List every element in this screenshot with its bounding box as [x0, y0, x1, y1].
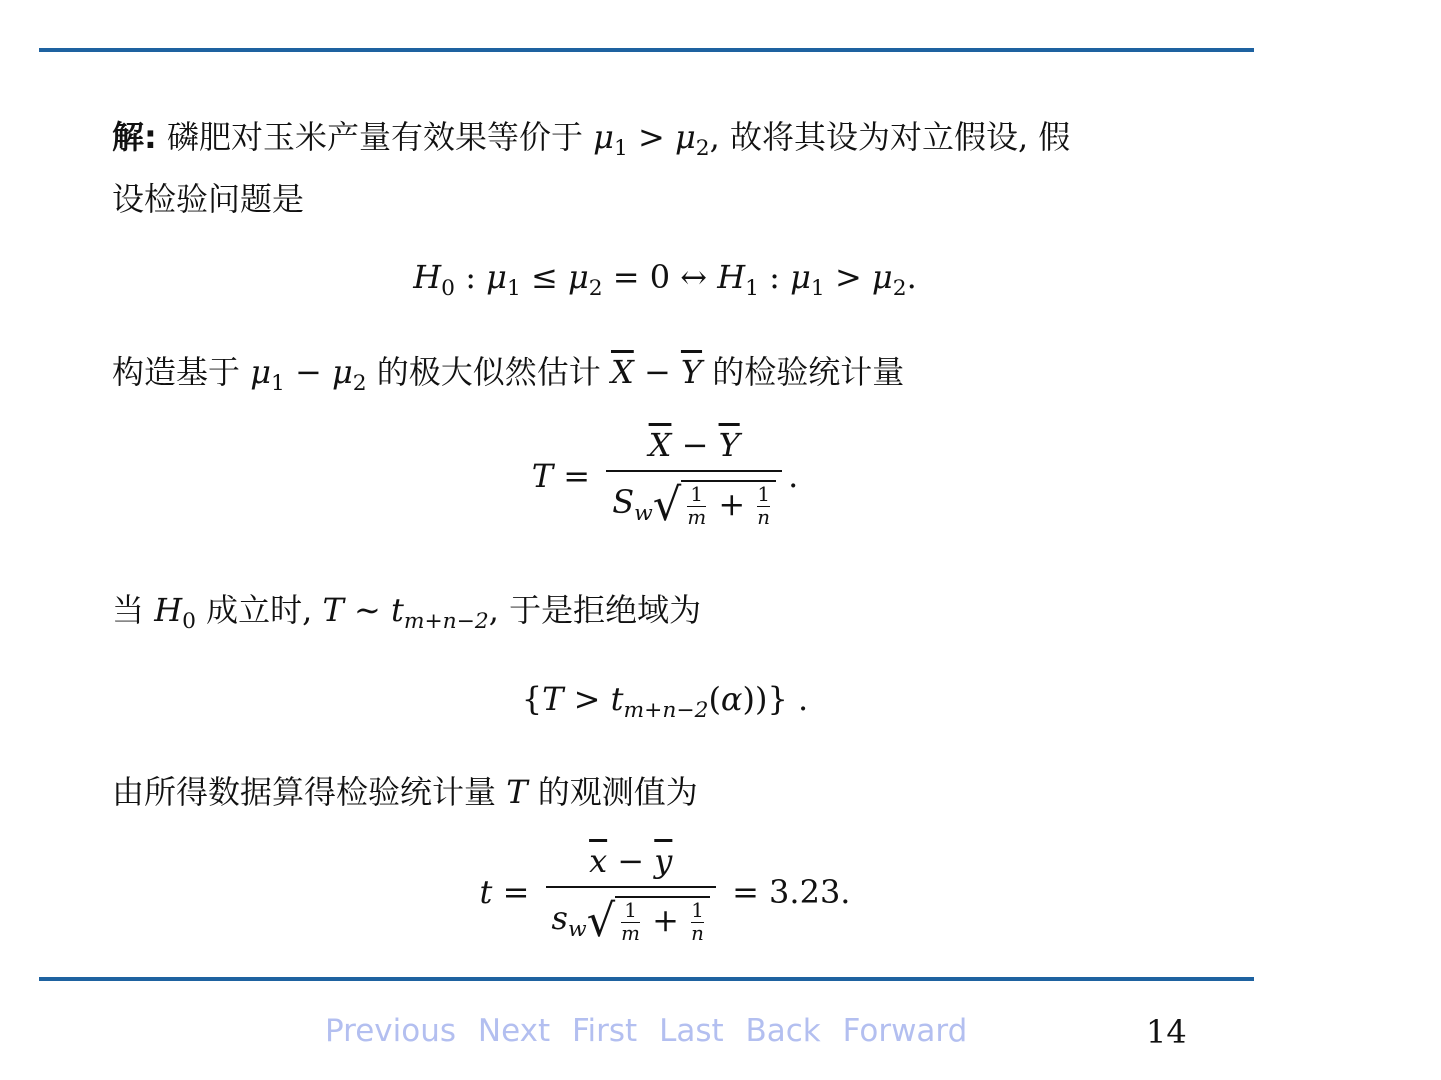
obs-text-b: 的观测值为: [537, 773, 698, 811]
nav-forward-link[interactable]: Forward: [842, 1013, 968, 1049]
solution-text: [112, 112, 1202, 224]
observed-t-equation: t = $\overline{x} - \overline{y}$ $s_w√$ $\frac{1}{m}$ + $\frac{1}{n}$ = 3.23.: [479, 842, 851, 947]
intro-text-c: 设检验问题是: [112, 179, 305, 218]
intro-math: $\mu_1 > \mu_2$,: [593, 118, 720, 161]
intro-text-b: 故将其设为对立假设, 假: [729, 118, 1071, 156]
footer-navigation: [325, 1013, 979, 1049]
hypothesis-equation: $H_0$ : $\mu_1 \le \mu_2 = 0$ ↔ $H_1$ : $\mu_1 > \mu_2$.: [413, 258, 917, 301]
intro-paragraph: [112, 112, 1202, 224]
construct-text-a: 构造基于: [112, 353, 241, 391]
observation-paragraph: 由所得数据算得检验统计量 T 的观测值为: [112, 773, 698, 811]
nav-back-link[interactable]: Back: [745, 1013, 821, 1049]
rejection-region: $\{T > t_{m+n-2}(\alpha))$} .: [521, 680, 809, 723]
nav-previous-link[interactable]: Previous: [325, 1013, 457, 1049]
statistic-T-equation: T = $\overline{X} - \overline{Y}$ $S_w√$ $\frac{1}{m}$ + $\frac{1}{n}$ .: [531, 426, 799, 531]
construct-text-c: 的检验统计量: [712, 353, 905, 391]
observed-t-value: 3.23: [769, 873, 841, 911]
solution-label: 解:: [112, 118, 157, 156]
bottom-rule: [39, 977, 1254, 981]
intro-text-a: 磷肥对玉米产量有效果等价于: [166, 118, 583, 156]
when-text-c: 于是拒绝域为: [509, 591, 702, 629]
obs-text-a: 由所得数据算得检验统计量: [112, 773, 497, 811]
when-text-a: 当: [112, 591, 145, 629]
nav-next-link[interactable]: Next: [477, 1013, 551, 1049]
nav-first-link[interactable]: First: [571, 1013, 638, 1049]
when-text-b: 成立时,: [206, 591, 313, 629]
page-number: 14: [1146, 1013, 1187, 1051]
construct-text-b: 的极大似然估计: [376, 353, 601, 391]
nav-last-link[interactable]: Last: [659, 1013, 724, 1049]
top-rule: [39, 48, 1254, 52]
construct-paragraph: 构造基于 $\mu_1 - \mu_2$ 的极大似然估计 $\overline{X} - \overline{Y}$ 的检验统计量: [112, 353, 905, 396]
when-paragraph: 当 $H_0$ 成立时, T ∼ $t_{m+n-2}$, 于是拒绝域为: [112, 591, 702, 634]
